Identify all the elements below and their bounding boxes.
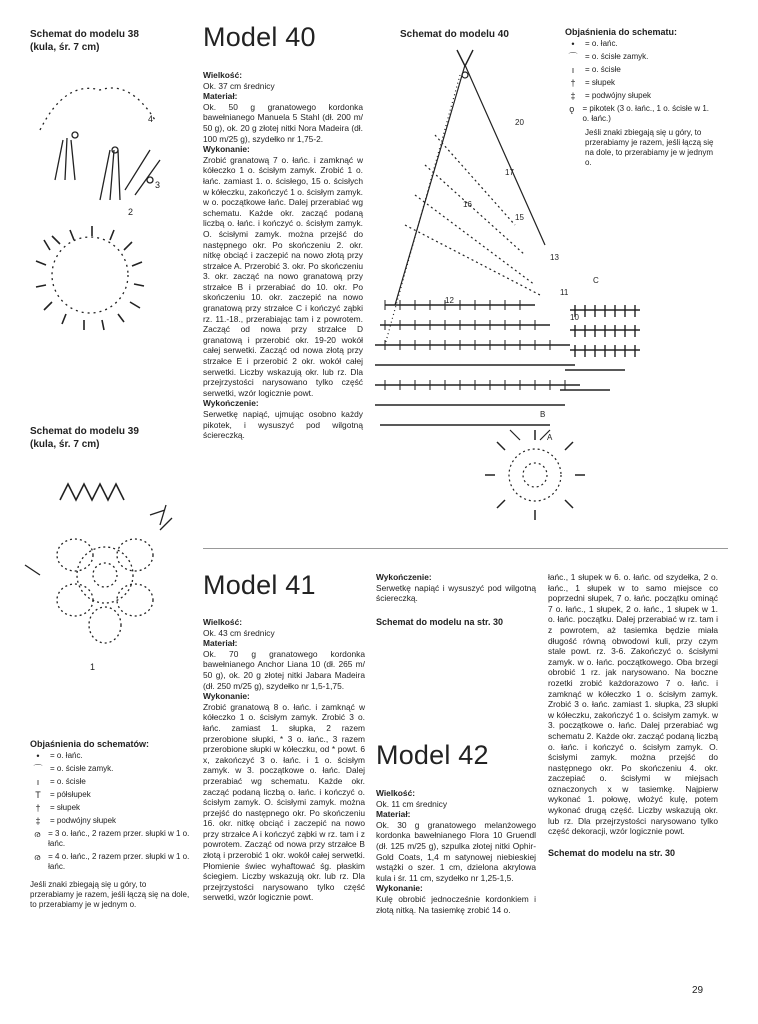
model42-heading: Model 42 bbox=[376, 740, 489, 770]
schema39-subtitle: (kula, śr. 7 cm) bbox=[30, 439, 100, 450]
model42-material-label: Materiał: bbox=[376, 809, 411, 820]
model41-work: Zrobić granatową 8 o. łańc. i zamknąć w kółeczko 1 o. ścisłym zamyk. Zrobić 3 o. łańc. zamiast 1. słupka, 2 razem przerobione słupki, * 3 o. łańc., 3 razem przerobione słupki w kółeczku, od * powt. 6 x, zakończyć 3 o. łańc. i 1 o. ścisłym zamyk. w 3. początkowe o. łańc. Dalej przerabiać wg schematu. Każde okr. zacząć podaną liczbą o. łańc. i kończyć o. ścisłym zamyk. O. ścisłymi zamyk. można przejść do następnego okr. Po skończeniu 16. okr. nitkę obciąć i zaczepić na nowo przy strzałce A i kończyć ząbki w rz. tam i z powrotem. Zacząć od nowa przy strzałce B złotą i przerobić 1 okr. wokół całej serwetki. Płomienie świec wyhaftować śg. płaskim ściegiem. Liczby wskazują okr. lub rz. Dla przejrzystości narysowano tylko część serwetki, wzór logicznie powt. bbox=[203, 701, 365, 903]
half-double-crochet-icon: T bbox=[35, 790, 41, 800]
legend-bottom-row bbox=[30, 777, 190, 787]
treble-crochet-icon: ‡ bbox=[35, 816, 41, 826]
legend-bottom-item: = o. ścisłe bbox=[50, 777, 86, 786]
schema39-caption bbox=[30, 425, 139, 451]
model42-work: Kulę obrobić jednocześnie kordonkiem i złotą nitką. Na tasiemkę zrobić 14 o. bbox=[376, 893, 536, 915]
legend-bottom-title: Objaśnienia do schematów: bbox=[30, 739, 150, 749]
diagram-num-1: 1 bbox=[90, 662, 96, 670]
model42-text bbox=[376, 788, 536, 915]
treble-crochet-icon: ‡ bbox=[570, 91, 576, 101]
model42-material: Ok. 30 g granatowego melanżowego kordonka bawełnianego Flora 10 Gruendl (dł. 125 m/25 g), szpulka złotej nitki Ophir-Gold Coats, 1,4 m satynowej niebieskiej wstążki o szer. 1 cm, dzielona akrylowa kula i śr. 11 cm, szydełko nr 1,25-1,5. bbox=[376, 819, 536, 883]
model42-work-label: Wykonanie: bbox=[376, 883, 423, 894]
legend-bottom-row bbox=[30, 790, 190, 800]
legend-top-row bbox=[565, 52, 715, 62]
model41-finish: Serwetkę napiąć i wysuszyć pod wilgotną ściereczką. bbox=[376, 582, 536, 604]
model40-finish-label: Wykończenie: bbox=[203, 398, 259, 409]
legend-bottom-item: = 3 o. łańc., 2 razem przer. słupki w 1 o. łańc. bbox=[48, 829, 190, 848]
legend-top-item: = pikotek (3 o. łańc., 1 o. ścisłe w 1. o. łańc.) bbox=[582, 104, 709, 123]
schema39-diagram bbox=[20, 470, 190, 670]
diagram-num-12: 12 bbox=[445, 296, 454, 305]
diagram-num-2: 2 bbox=[128, 207, 134, 217]
model42-schema-ref: Schemat do modelu na str. 30 bbox=[548, 847, 676, 858]
legend-top-row bbox=[565, 65, 715, 75]
model41-size: Ok. 43 cm średnicy bbox=[203, 627, 275, 638]
model40-size-label: Wielkość: bbox=[203, 70, 243, 80]
slip-stitch-icon: ⌒ bbox=[33, 764, 43, 774]
diagram-label-c: C bbox=[593, 276, 599, 285]
model40-material-label: Materiał: bbox=[203, 91, 238, 102]
legend-bottom-row bbox=[30, 816, 190, 826]
model42-size-label: Wielkość: bbox=[376, 788, 416, 798]
model41-text bbox=[203, 617, 365, 903]
chain-stitch-icon: • bbox=[36, 751, 40, 761]
legend-top-item: = o. łańc. bbox=[585, 39, 618, 48]
model40-size: Ok. 37 cm średnicy bbox=[203, 80, 275, 91]
legend-top-item: = o. ścisłe zamyk. bbox=[585, 52, 649, 61]
picot-icon: ǫ bbox=[569, 104, 575, 114]
legend-top bbox=[565, 26, 715, 168]
legend-top-row bbox=[565, 91, 715, 101]
diagram-label-a: A bbox=[547, 433, 553, 442]
diagram-num-16: 16 bbox=[463, 200, 472, 209]
legend-bottom-item: = słupek bbox=[50, 803, 81, 812]
model41-finish-label: Wykończenie: bbox=[376, 572, 432, 582]
legend-top-row bbox=[565, 104, 715, 124]
schema39-title: Schemat do modelu 39 bbox=[30, 426, 139, 437]
schema38-caption bbox=[30, 28, 139, 54]
model41-finish-block bbox=[376, 572, 536, 629]
legend-top-row bbox=[565, 78, 715, 88]
legend-top-item: = słupek bbox=[585, 78, 616, 87]
model41-schema-ref: Schemat do modelu na str. 30 bbox=[376, 616, 504, 627]
model41-material: Ok. 70 g granatowego kordonka bawełnianego Anchor Liana 10 (dł. 265 m/ 50 g), ok. 20 g złotej nitki Jabara Madeira (dł. 250 m/25 g), szydełko nr 1,5-1,75. bbox=[203, 648, 365, 691]
legend-top-title: Objaśnienia do schematu: bbox=[565, 27, 678, 37]
model41-size-label: Wielkość: bbox=[203, 617, 243, 627]
double-crochet-icon: † bbox=[35, 803, 41, 813]
legend-bottom-row bbox=[30, 852, 190, 872]
section-divider bbox=[203, 548, 728, 549]
legend-bottom-row bbox=[30, 764, 190, 774]
legend-top-item: = podwójny słupek bbox=[585, 91, 652, 100]
diagram-num-17: 17 bbox=[505, 168, 514, 177]
diagram-num-15: 15 bbox=[515, 213, 524, 222]
model42-size: Ok. 11 cm średnicy bbox=[376, 798, 448, 809]
legend-top-note: Jeśli znaki zbiegają się u góry, to przerabiamy je razem, jeśli łączą się na dole, to przerabiamy je w jednym o. bbox=[585, 128, 714, 167]
diagram-label-b: B bbox=[540, 410, 546, 419]
diagram-num-20: 20 bbox=[515, 118, 524, 127]
cluster-3ch-icon: ര bbox=[33, 829, 41, 839]
double-crochet-icon: † bbox=[570, 78, 576, 88]
single-crochet-icon: ı bbox=[571, 65, 575, 75]
schema40-title: Schemat do modelu 40 bbox=[400, 29, 509, 40]
single-crochet-icon: ı bbox=[36, 777, 40, 787]
model40-text bbox=[203, 70, 363, 441]
slip-stitch-icon: ⌒ bbox=[568, 52, 578, 62]
legend-top-row bbox=[565, 39, 715, 49]
model42-continued: łańc., 1 słupek w 6. o. łańc. od szydełka, 2 o. łańc., 1 słupek w to samo miejsce co poprzedni słupek, 7 o. łańc. początku ominąć 7 o. łańc., 1 słupek, 2 o. łańc., 1 słupek w 1. o. łańc. początku. Dalej przerabiać w rz. tam i z powrotem, aż tasiemka będzie miała długość równą obwodowi kuli, przy czym stale powt. rz. 3-6. Zakończyć o. ścisłymi zamyk. w o. łańc. początkowego. Oba brzegi obrobić 1 rz. jak narysowano. Na boczne rozetki zrobić każdorazowo 7 o. łańc. i zamknąć w kółeczko 1 o. ścisłym zamyk. Zrobić 3 o. łańc. zamiast 1. słupka, 23 słupki w kółeczku, zakończyć 1 o. ścisłym zamyk. w 3. początkowe o. łańc. Dalej przerabiać wg schematu 2. Każde okr. zacząć podaną liczbą o. łańc. i kończyć o. ścisłym zamyk. O. ścisłymi zamyk. można przejść do następnego okr. Po skończeniu 4. okr. zaczepiać o. ścisłymi w miejsach oznaczonych x w tasiemkę. Najpierw wykonać 1. połowę, włożyć kulę, potem wykonać drugą część. Liczby wskazują okr. lub rz. Dla przejrzystości narysowano tylko część dekoracji, wzór logicznie powt. bbox=[548, 572, 718, 837]
legend-bottom-item: = 4 o. łańc., 2 razem przer. słupki w 1 o. łańc. bbox=[48, 852, 190, 871]
model42-continued-block bbox=[548, 572, 718, 860]
diagram-num-10: 10 bbox=[570, 313, 579, 322]
diagram-num-11: 11 bbox=[560, 288, 569, 297]
model40-heading: Model 40 bbox=[203, 22, 316, 52]
legend-bottom-item: = o. ścisłe zamyk. bbox=[50, 764, 114, 773]
legend-bottom-item: = o. łańc. bbox=[50, 751, 83, 760]
chain-stitch-icon: • bbox=[571, 39, 575, 49]
legend-bottom-note: Jeśli znaki zbiegają się u góry, to przerabiamy je razem, jeśli łączą się na dole, to przerabiamy je w jednym o. bbox=[30, 880, 190, 909]
model41-material-label: Materiał: bbox=[203, 638, 238, 649]
diagram-num-3: 3 bbox=[155, 180, 161, 190]
legend-bottom-item: = podwójny słupek bbox=[50, 816, 117, 825]
cluster-4ch-icon: ര bbox=[33, 852, 41, 862]
schema38-diagram bbox=[20, 70, 180, 340]
schema38-title: Schemat do modelu 38 bbox=[30, 29, 139, 40]
legend-bottom-row bbox=[30, 751, 190, 761]
model40-work: Zrobić granatową 7 o. łańc. i zamknąć w kółeczko 1 o. ścisłym zamyk. Zrobić 1 o. łańc. zamiast 1. o. ścisłego, 15 o. ścisłych w kółeczku, zakończyć 1 o. ścisłym zamyk. w o. początkowe łańc. Dalej przerabiać wg schematu. Każde okr. zacząć podaną liczbą o. łańc. i kończyć o. ścisłym zamyk. O. ścisłymi zamyk. można przejść do następnego okr. Po skończeniu 2. okr. nitkę obciąć i zaczepić na nowo złotą przy strzałce A. Przerobić 3. okr. Po skończeniu 3. okr. zacząć na nowo granatową przy strzałce B i przerabiać do 10. okr. Po skończeniu 10. okr. zaczepić na nowo granatową przy strzałce C i kończyć ząbki rz. 11.-18., przerabiając tam i z powrotem. Zacząć od nowa przy strzałce D granatową i przerobić okr. 19-20 wokół całej serwetki. Zacząć od nowa złotą przy strzałce E i przerobić 2 okr. wokół całej serwetki. Liczby wskazują okr. lub rz. Dla przejrzystości narysowano tylko część serwetki, wzór logicznie powt. bbox=[203, 154, 363, 398]
model40-finish: Serwetkę napiąć, ujmując osobno każdy pikotek, i wysuszyć pod wilgotną ściereczką. bbox=[203, 409, 363, 441]
model40-material: Ok. 50 g granatowego kordonka bawełnianego Manuela 5 Stahl (dł. 200 m/ 50 g), ok. 20 g złotej nitki Nora Madeira (dł. 100 m/25 g), szydełko nr 1,75-2. bbox=[203, 101, 363, 144]
model41-work-label: Wykonanie: bbox=[203, 691, 250, 702]
diagram-num-13: 13 bbox=[550, 253, 559, 262]
schema38-subtitle: (kula, śr. 7 cm) bbox=[30, 42, 100, 53]
model41-heading: Model 41 bbox=[203, 570, 316, 600]
legend-bottom-row bbox=[30, 829, 190, 849]
legend-bottom-item: = półsłupek bbox=[50, 790, 91, 799]
model40-work-label: Wykonanie: bbox=[203, 144, 250, 155]
page-number: 29 bbox=[692, 985, 704, 996]
legend-bottom bbox=[30, 738, 190, 910]
legend-top-item: = o. ścisłe bbox=[585, 65, 621, 74]
legend-bottom-row bbox=[30, 803, 190, 813]
diagram-num-4: 4 bbox=[148, 114, 154, 124]
